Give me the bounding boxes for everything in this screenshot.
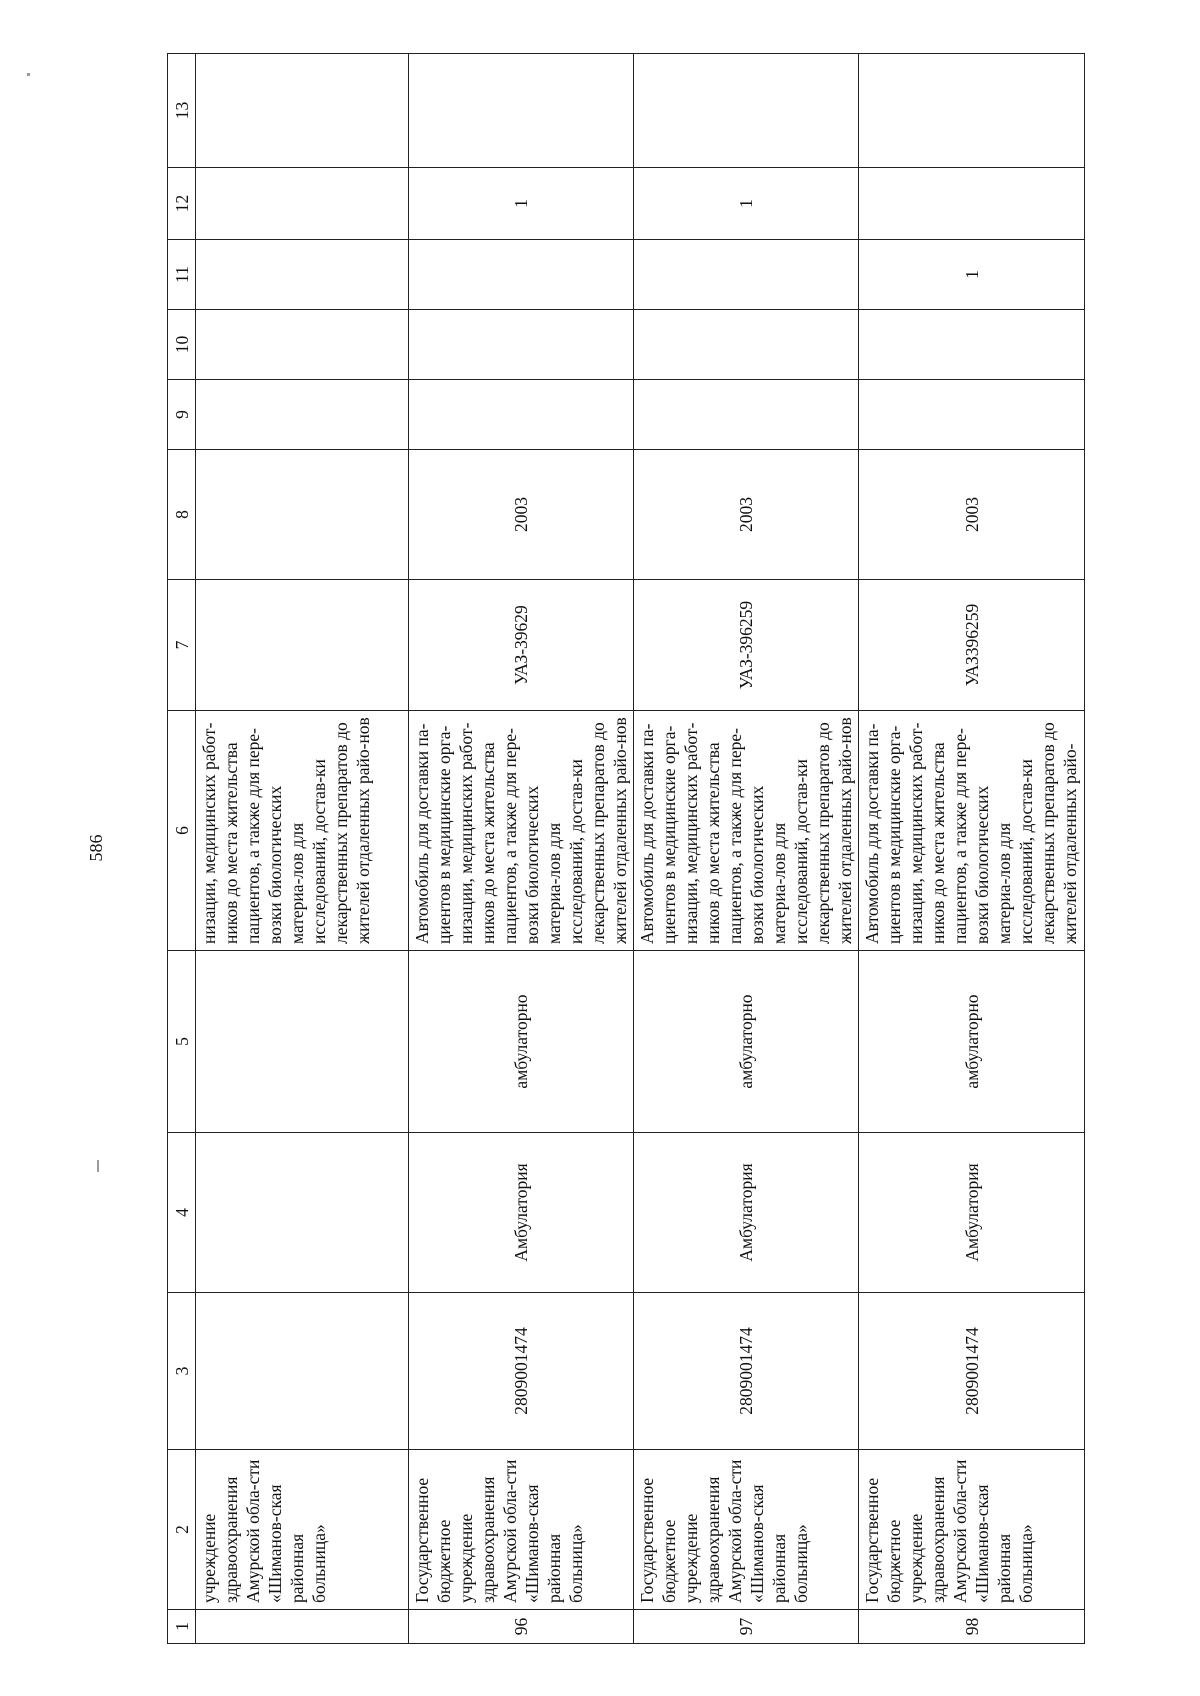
- column-number: 7: [168, 580, 196, 711]
- column-number: 12: [168, 168, 196, 240]
- column-number-row: [168, 54, 196, 1644]
- col13-cell: [859, 54, 1085, 168]
- table-row: [409, 54, 634, 1644]
- inn-cell: [196, 1293, 409, 1450]
- column-number: 3: [168, 1293, 196, 1450]
- col10-cell: [409, 310, 634, 380]
- purpose-cell: низации, медицинских работ-ников до места жительства пациентов, а также для пере-возки биологических материа-лов для исследований, достав-ки лекарственных препаратов до жителей отдаленных райо-нов: [196, 711, 409, 951]
- column-number: 11: [168, 240, 196, 310]
- column-number: 5: [168, 951, 196, 1133]
- col10-cell: [859, 310, 1085, 380]
- table-row: [859, 54, 1085, 1644]
- unit-cell: [196, 1133, 409, 1293]
- col11-cell: [409, 240, 634, 310]
- inn-cell: 2809001474: [634, 1293, 859, 1450]
- col9-cell: [409, 380, 634, 450]
- year-cell: 2003: [409, 450, 634, 580]
- col12-cell: [859, 168, 1085, 240]
- table-row: [634, 54, 859, 1644]
- rotated-table-container: [167, 54, 1080, 1644]
- unit-cell: Амбулатория: [634, 1133, 859, 1293]
- vehicle-model-cell: УАЗ-39629: [409, 580, 634, 711]
- care-condition-cell: амбулаторно: [634, 951, 859, 1133]
- vehicle-model-cell: [196, 580, 409, 711]
- organization-cell: Государственное бюджетное учреждение здравоохранения Амурской обла-сти «Шиманов-ская районная больница»: [859, 1450, 1085, 1610]
- col11-cell: [196, 240, 409, 310]
- care-condition-cell: [196, 951, 409, 1133]
- col9-cell: [859, 380, 1085, 450]
- column-number: 10: [168, 310, 196, 380]
- inn-cell: 2809001474: [409, 1293, 634, 1450]
- row-number-cell: 98: [859, 1610, 1085, 1644]
- table-row: [196, 54, 409, 1644]
- col9-cell: [634, 380, 859, 450]
- year-cell: [196, 450, 409, 580]
- column-number: 1: [168, 1610, 196, 1644]
- row-number-cell: 97: [634, 1610, 859, 1644]
- vehicle-model-cell: УАЗ396259: [859, 580, 1085, 711]
- col9-cell: [196, 380, 409, 450]
- purpose-cell: Автомобиль для доставки па-циентов в медицинские орга-низации, медицинских работ-ников до места жительства пациентов, а также для пере-возки биологических материа-лов для исследований, достав-ки лекарственных препаратов до жителей отдаленных райо-нов: [634, 711, 859, 951]
- scan-speck: [97, 1160, 99, 1172]
- col13-cell: [409, 54, 634, 168]
- organization-cell: Государственное бюджетное учреждение здравоохранения Амурской обла-сти «Шиманов-ская районная больница»: [409, 1450, 634, 1610]
- column-number: 8: [168, 450, 196, 580]
- col13-cell: [634, 54, 859, 168]
- col10-cell: [196, 310, 409, 380]
- col12-cell: [196, 168, 409, 240]
- row-number-cell: [196, 1610, 409, 1644]
- page-number: 586: [86, 834, 106, 862]
- col12-cell: 1: [409, 168, 634, 240]
- vehicle-model-cell: УАЗ-396259: [634, 580, 859, 711]
- col11-cell: 1: [859, 240, 1085, 310]
- col11-cell: [634, 240, 859, 310]
- care-condition-cell: амбулаторно: [409, 951, 634, 1133]
- year-cell: 2003: [859, 450, 1085, 580]
- column-number: 2: [168, 1450, 196, 1610]
- column-number: 6: [168, 711, 196, 951]
- column-number: 9: [168, 380, 196, 450]
- care-condition-cell: амбулаторно: [859, 951, 1085, 1133]
- organization-cell: учреждение здравоохранения Амурской обла-сти «Шиманов-ская районная больница»: [196, 1450, 409, 1610]
- col12-cell: 1: [634, 168, 859, 240]
- inn-cell: 2809001474: [859, 1293, 1085, 1450]
- purpose-cell: Автомобиль для доставки па-циентов в медицинские орга-низации, медицинских работ-ников до места жительства пациентов, а также для пере-возки биологических материа-лов для исследований, достав-ки лекарственных препаратов до жителей отдаленных райо-нов: [409, 711, 634, 951]
- column-number: 13: [168, 54, 196, 168]
- scan-speck: [27, 73, 30, 76]
- row-number-cell: 96: [409, 1610, 634, 1644]
- unit-cell: Амбулатория: [859, 1133, 1085, 1293]
- purpose-cell: Автомобиль для доставки па-циентов в медицинские орга-низации, медицинских работ-ников до места жительства пациентов, а также для пере-возки биологических материа-лов для исследований, достав-ки лекарственных препаратов до жителей отдаленных райо-: [859, 711, 1085, 951]
- year-cell: 2003: [634, 450, 859, 580]
- col13-cell: [196, 54, 409, 168]
- unit-cell: Амбулатория: [409, 1133, 634, 1293]
- organization-cell: Государственное бюджетное учреждение здравоохранения Амурской обла-сти «Шиманов-ская районная больница»: [634, 1450, 859, 1610]
- col10-cell: [634, 310, 859, 380]
- column-number: 4: [168, 1133, 196, 1293]
- register-table: [167, 53, 1085, 1644]
